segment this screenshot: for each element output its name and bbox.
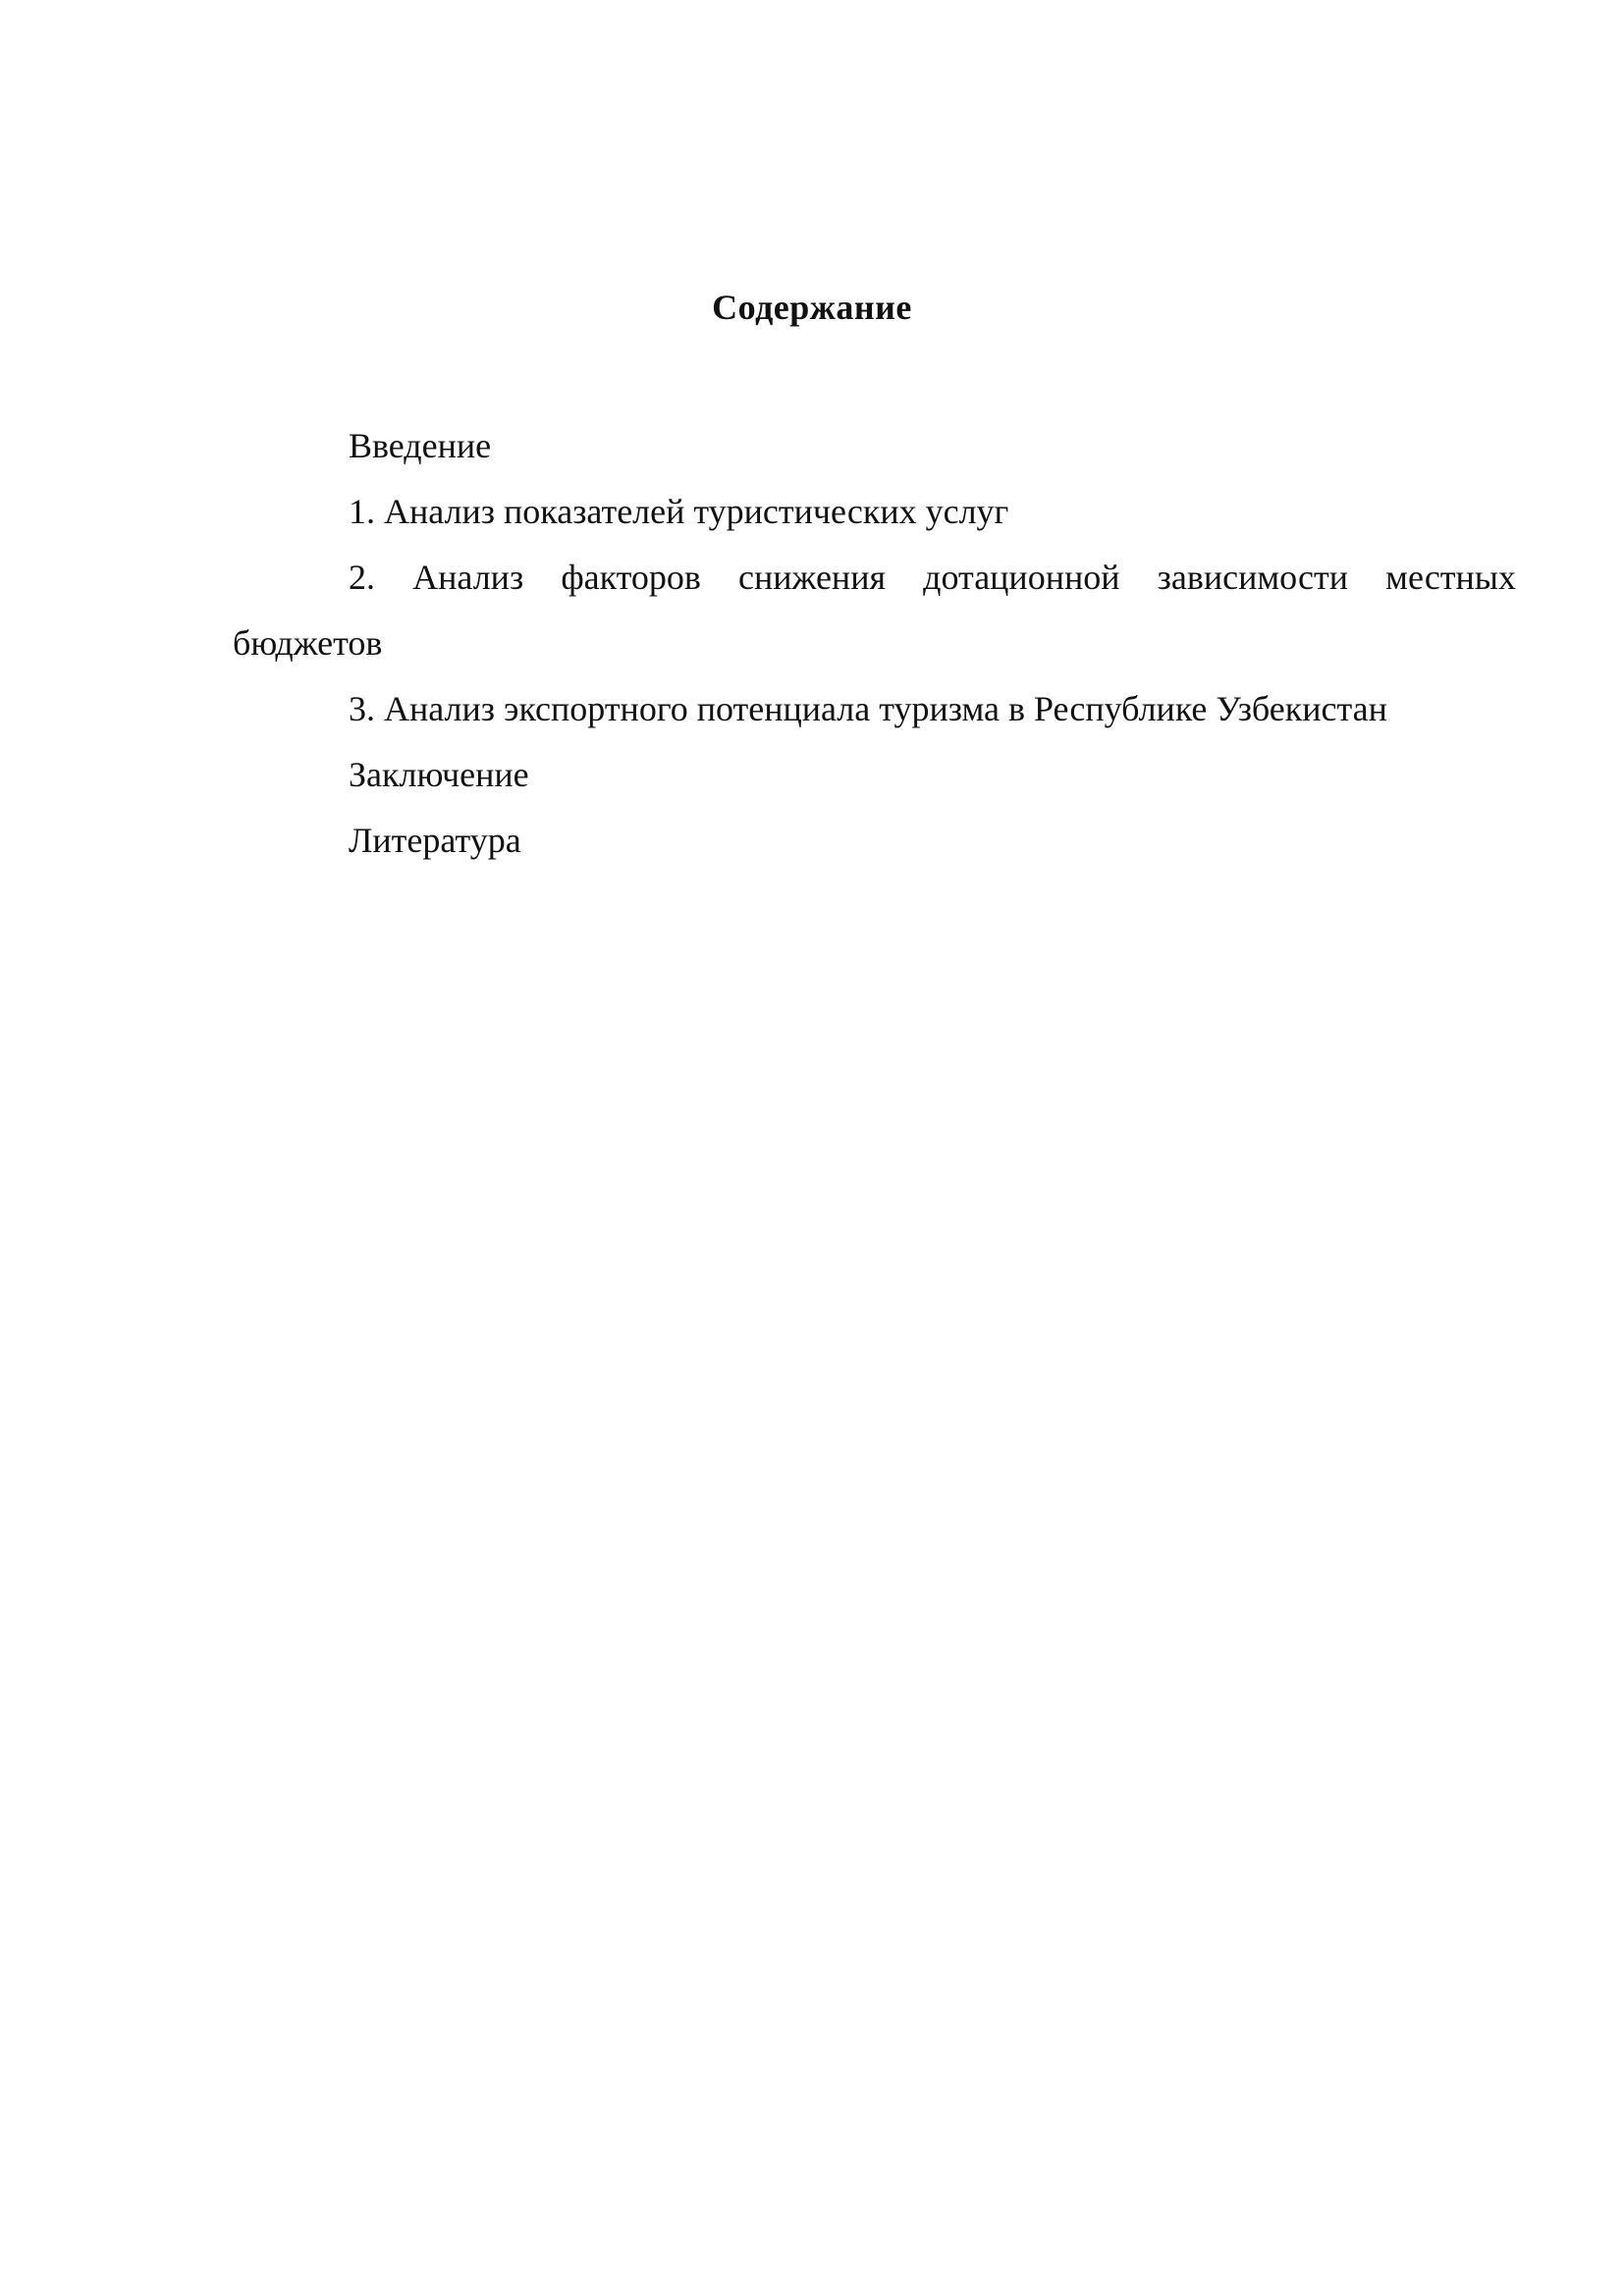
page-title: Содержание — [712, 288, 912, 327]
toc-entry-conclusion: Заключение — [349, 755, 529, 794]
table-of-contents — [233, 413, 1516, 874]
toc-entry-chapter-1: 1. Анализ показателей туристических услуг — [349, 492, 1009, 531]
toc-entry-chapter-3: 3. Анализ экспортного потенциала туризма в Республике Узбекистан — [349, 689, 1387, 728]
toc-entry-introduction: Введение — [349, 426, 492, 465]
toc-entry-chapter-2: 2. Анализ факторов снижения дотационной зависимости местных бюджетов — [233, 558, 1516, 663]
toc-entry-literature: Литература — [349, 821, 521, 860]
